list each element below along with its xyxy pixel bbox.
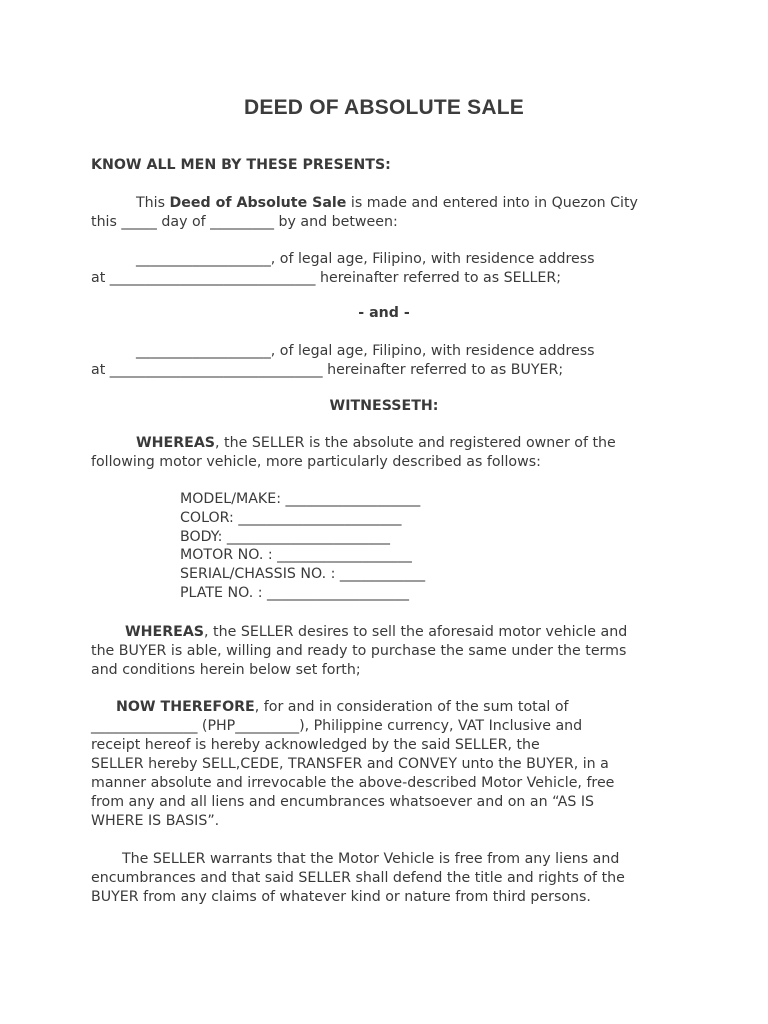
intro-pre: This <box>136 195 170 211</box>
whereas2-line-1 <box>125 623 627 642</box>
intro-paragraph-line-1 <box>136 194 638 213</box>
now-therefore-line-5: manner absolute and irrevocable the above-described Motor Vehicle, free <box>91 775 615 791</box>
whereas2-line-2: the BUYER is able, willing and ready to purchase the same under the terms <box>91 643 627 659</box>
seller-line-1: ___________________, of legal age, Filipino, with residence address <box>136 251 595 267</box>
now-therefore-line-1 <box>116 698 569 717</box>
vehicle-field-plate-no: PLATE NO. : ____________________ <box>180 585 409 601</box>
whereas1-rest: , the SELLER is the absolute and registered owner of the <box>215 435 616 451</box>
buyer-line-2: at ______________________________ hereinafter referred to as BUYER; <box>91 362 564 378</box>
vehicle-field-body: BODY: _______________________ <box>180 529 391 545</box>
vehicle-field-serial-chassis-no: SERIAL/CHASSIS NO. : ____________ <box>180 566 426 582</box>
whereas1-line-1 <box>136 434 616 453</box>
document-title: DEED OF ABSOLUTE SALE <box>244 96 524 119</box>
whereas2-keyword: WHEREAS <box>125 624 205 640</box>
now-therefore-line-6: from any and all liens and encumbrances whatsoever and on an “AS IS <box>91 794 595 810</box>
vehicle-field-color: COLOR: _______________________ <box>180 510 402 526</box>
intro-deed-name: Deed of Absolute Sale <box>169 195 347 211</box>
intro-post: is made and entered into in Quezon City <box>346 195 638 211</box>
now-therefore-keyword: NOW THEREFORE <box>116 699 255 715</box>
warranty-line-1: The SELLER warrants that the Motor Vehicle is free from any liens and <box>122 851 620 867</box>
whereas1-keyword: WHEREAS <box>136 435 216 451</box>
whereas2-line-3: and conditions herein below set forth; <box>91 662 361 678</box>
now-therefore-line-7: WHERE IS BASIS”. <box>91 813 220 829</box>
greeting-heading: KNOW ALL MEN BY THESE PRESENTS: <box>91 157 391 173</box>
warranty-line-3: BUYER from any claims of whatever kind or nature from third persons. <box>91 889 591 905</box>
warranty-line-2: encumbrances and that said SELLER shall defend the title and rights of the <box>91 870 625 886</box>
now-therefore-rest: , for and in consideration of the sum total of <box>254 699 569 715</box>
seller-line-2: at _____________________________ hereinafter referred to as SELLER; <box>91 270 562 286</box>
vehicle-field-motor-no: MOTOR NO. : ___________________ <box>180 547 412 563</box>
now-therefore-line-4: SELLER hereby SELL,CEDE, TRANSFER and CONVEY unto the BUYER, in a <box>91 756 609 772</box>
intro-paragraph-line-2: this _____ day of _________ by and between: <box>91 214 398 230</box>
and-separator: - and - <box>358 305 410 321</box>
whereas1-line-2: following motor vehicle, more particularly described as follows: <box>91 454 541 470</box>
vehicle-field-model-make: MODEL/MAKE: ___________________ <box>180 491 421 507</box>
witnesseth-heading: WITNESSETH: <box>329 398 439 414</box>
whereas2-rest: , the SELLER desires to sell the aforesaid motor vehicle and <box>204 624 628 640</box>
now-therefore-line-3: receipt hereof is hereby acknowledged by the said SELLER, the <box>91 737 540 753</box>
buyer-line-1: ___________________, of legal age, Filipino, with residence address <box>136 343 595 359</box>
now-therefore-line-2: _______________ (PHP_________), Philippine currency, VAT Inclusive and <box>91 718 583 734</box>
